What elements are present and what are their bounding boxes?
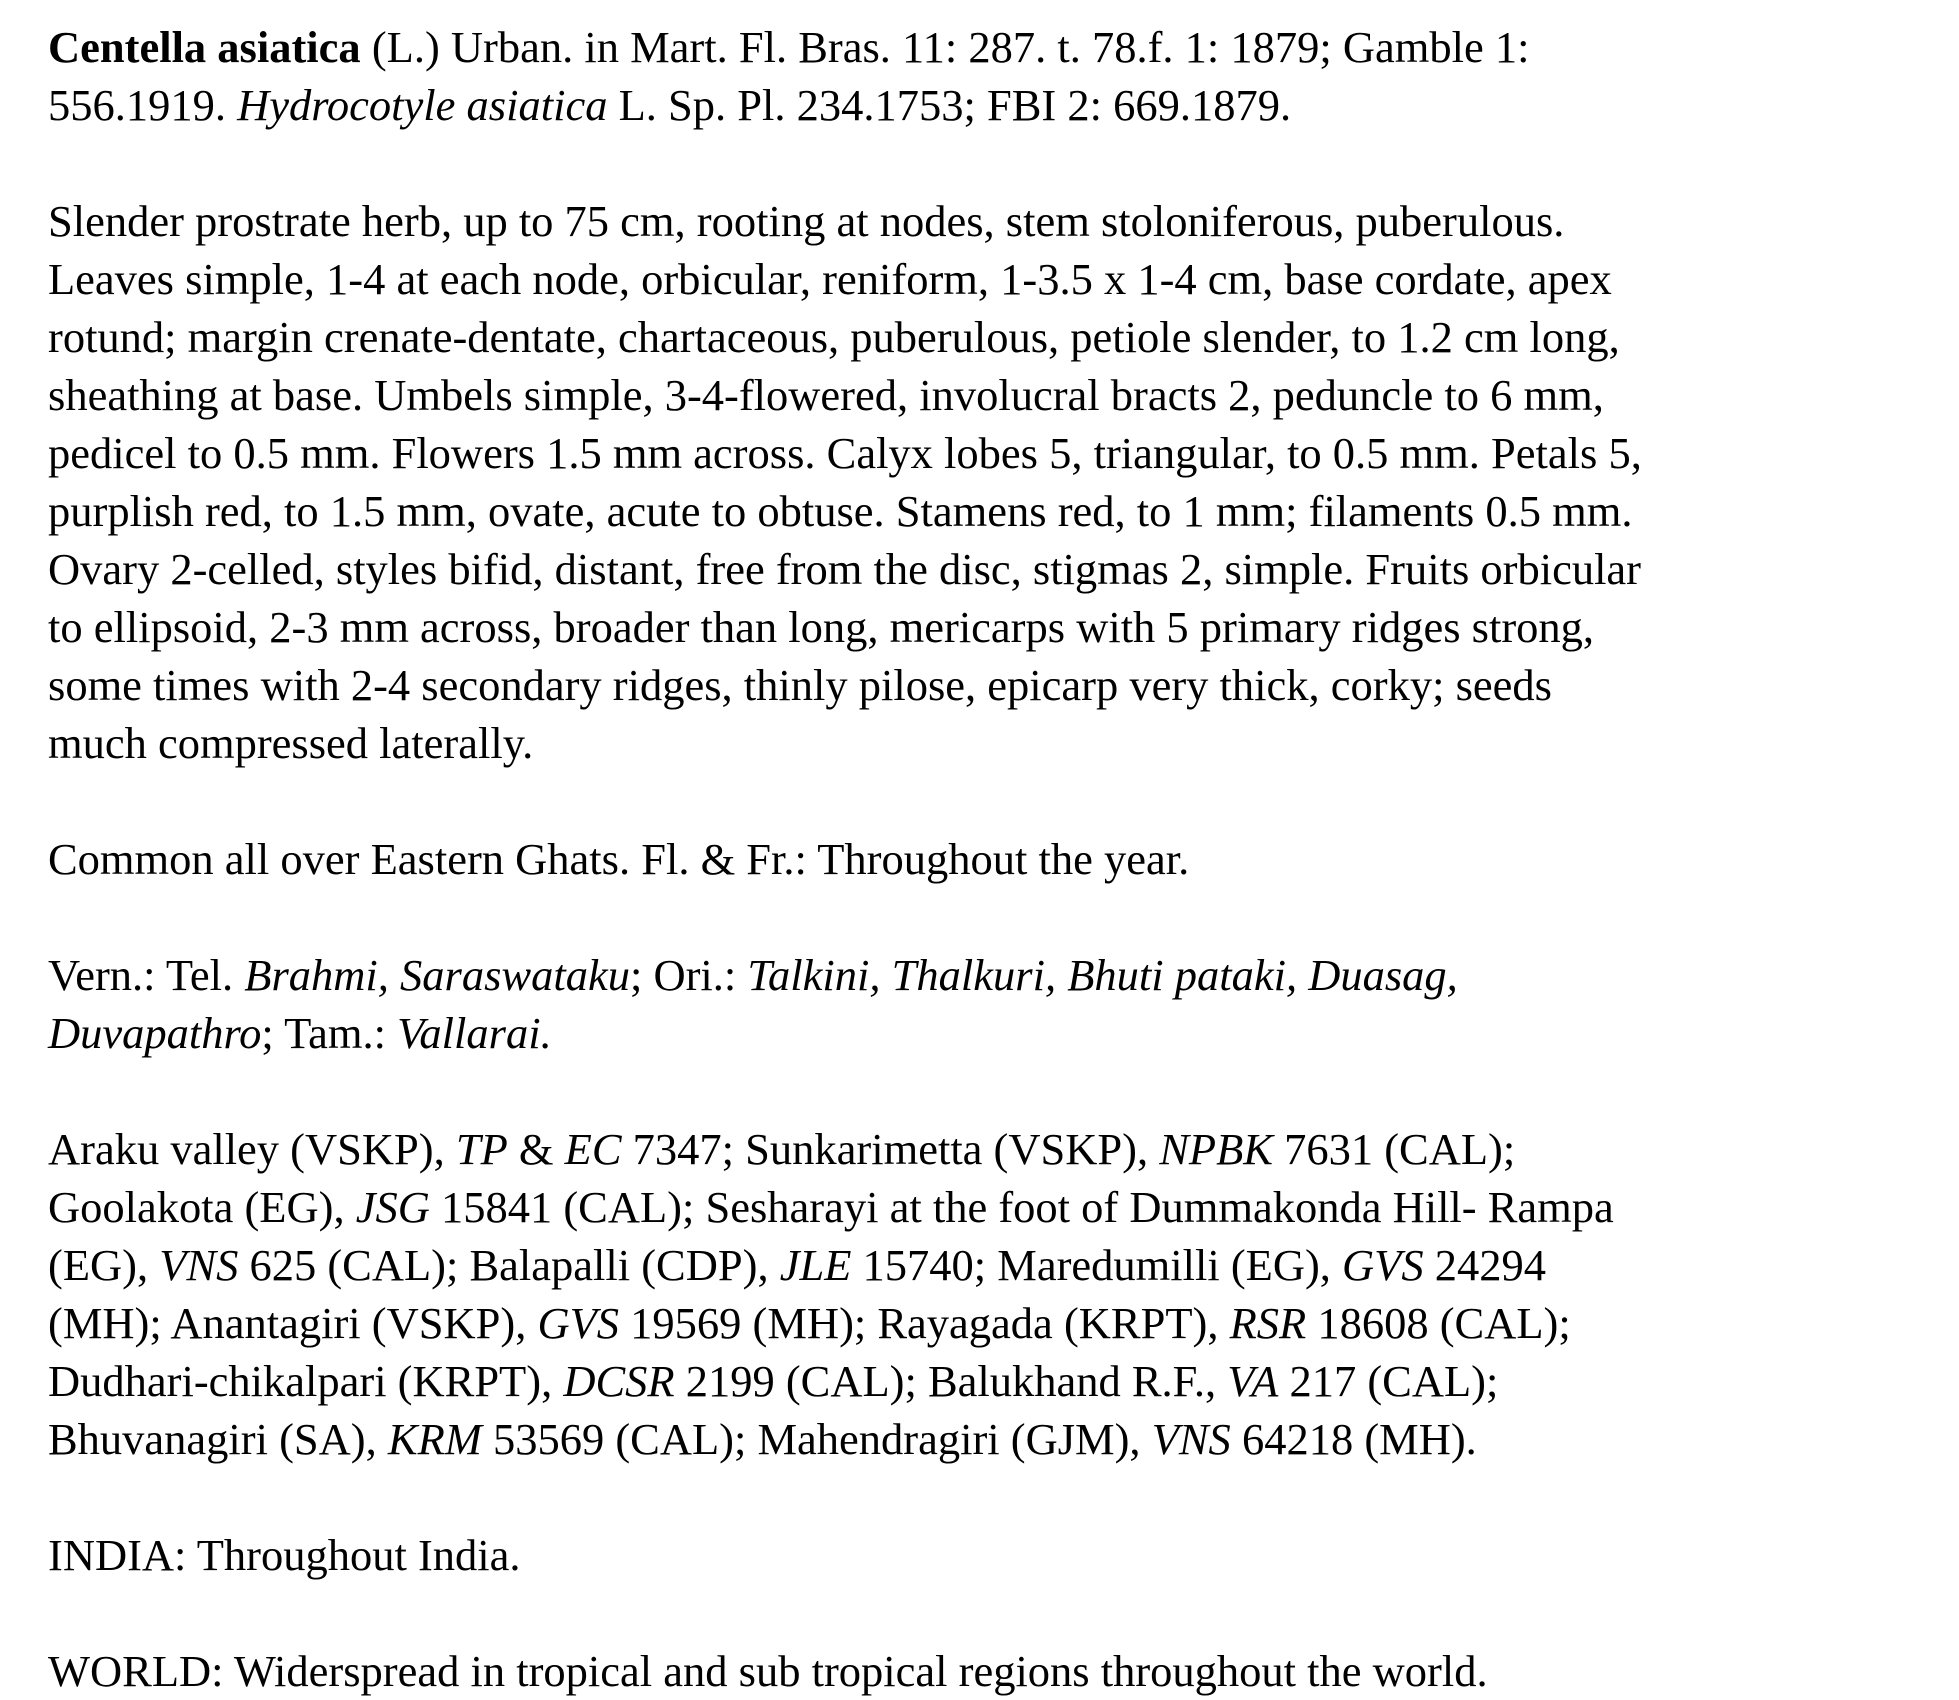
description-line: pedicel to 0.5 mm. Flowers 1.5 mm across. Calyx lobes 5, triangular, to 0.5 mm. Petals 5, <box>48 428 1642 478</box>
collector-code: TP <box>455 1124 508 1174</box>
specimen-text: 7631 (CAL); <box>1272 1124 1516 1174</box>
collector-code: NPBK <box>1159 1124 1273 1174</box>
distribution-paragraph <box>48 830 1928 888</box>
specimen-text: 217 (CAL); <box>1278 1356 1499 1406</box>
synonym-citation: L. Sp. Pl. 234.1753; FBI 2: 669.1879. <box>607 80 1292 130</box>
collector-code: JSG <box>355 1182 430 1232</box>
specimen-text: 64218 (MH). <box>1230 1414 1477 1464</box>
document-body <box>48 18 1928 1700</box>
description-line: rotund; margin crenate-dentate, chartaceous, puberulous, petiole slender, to 1.2 cm long, <box>48 312 1620 362</box>
specimen-text: 53569 (CAL); Mahendragiri (GJM), <box>481 1414 1152 1464</box>
species-name: Centella asiatica <box>48 22 361 72</box>
specimen-text: 15841 (CAL); Sesharayi at the foot of Dummakonda Hill- Rampa <box>429 1182 1614 1232</box>
description-line: to ellipsoid, 2-3 mm across, broader than long, mericarps with 5 primary ridges strong, <box>48 602 1595 652</box>
author-citation: (L.) Urban. in Mart. Fl. Bras. 11: 287. t. 78.f. 1: 1879; Gamble 1: <box>360 22 1530 72</box>
distribution-text: Common all over Eastern Ghats. Fl. & Fr.: Throughout the year. <box>48 834 1190 884</box>
collector-code: JLE <box>779 1240 852 1290</box>
tamil-names: Vallarai. <box>397 1008 552 1058</box>
collector-code: EC <box>564 1124 622 1174</box>
specimen-text: 15740; Maredumilli (EG), <box>851 1240 1343 1290</box>
citation-continued: 556.1919. <box>48 80 238 130</box>
oriya-names: Talkini, Thalkuri, Bhuti pataki, Duasag, <box>747 950 1458 1000</box>
collector-code: VA <box>1227 1356 1279 1406</box>
specimen-text: & <box>507 1124 565 1174</box>
description-line: some times with 2-4 secondary ridges, thinly pilose, epicarp very thick, corky; seeds <box>48 660 1552 710</box>
specimen-text: 19569 (MH); Rayagada (KRPT), <box>619 1298 1230 1348</box>
specimen-text: 7347; Sunkarimetta (VSKP), <box>621 1124 1160 1174</box>
collector-code: KRM <box>387 1414 482 1464</box>
specimen-text: Araku valley (VSKP), <box>48 1124 456 1174</box>
specimen-text: (EG), <box>48 1240 160 1290</box>
description-line: sheathing at base. Umbels simple, 3-4-flowered, involucral bracts 2, peduncle to 6 mm, <box>48 370 1604 420</box>
india-distribution-paragraph <box>48 1526 1928 1584</box>
vernacular-paragraph <box>48 946 1928 1062</box>
specimen-text: Goolakota (EG), <box>48 1182 356 1232</box>
specimen-text: 24294 <box>1423 1240 1546 1290</box>
india-distribution-text: INDIA: Throughout India. <box>48 1530 521 1580</box>
collector-code: RSR <box>1229 1298 1307 1348</box>
specimen-text: Dudhari-chikalpari (KRPT), <box>48 1356 564 1406</box>
collector-code: GVS <box>537 1298 620 1348</box>
specimen-text: 2199 (CAL); Balukhand R.F., <box>674 1356 1228 1406</box>
collector-code: DCSR <box>563 1356 675 1406</box>
specimen-text: 18608 (CAL); <box>1306 1298 1571 1348</box>
vernacular-label: ; Ori.: <box>629 950 748 1000</box>
telugu-names: Brahmi, Saraswataku <box>244 950 630 1000</box>
description-line: Ovary 2-celled, styles bifid, distant, free from the disc, stigmas 2, simple. Fruits orbicular <box>48 544 1642 594</box>
world-distribution-paragraph <box>48 1642 1928 1700</box>
collector-code: VNS <box>1151 1414 1231 1464</box>
specimens-paragraph <box>48 1120 1928 1468</box>
description-line: Slender prostrate herb, up to 75 cm, rooting at nodes, stem stoloniferous, puberulous. <box>48 196 1565 246</box>
description-line: much compressed laterally. <box>48 718 534 768</box>
synonym-name: Hydrocotyle asiatica <box>237 80 608 130</box>
vernacular-label: ; Tam.: <box>261 1008 398 1058</box>
description-paragraph <box>48 192 1928 772</box>
collector-code: GVS <box>1342 1240 1424 1290</box>
specimen-text: (MH); Anantagiri (VSKP), <box>48 1298 538 1348</box>
nomenclature-paragraph <box>48 18 1928 134</box>
vernacular-label: Vern.: Tel. <box>48 950 245 1000</box>
oriya-names: Duvapathro <box>48 1008 262 1058</box>
description-line: Leaves simple, 1-4 at each node, orbicular, reniform, 1-3.5 x 1-4 cm, base cordate, apex <box>48 254 1612 304</box>
collector-code: VNS <box>159 1240 239 1290</box>
world-distribution-text: WORLD: Widerspread in tropical and sub tropical regions throughout the world. <box>48 1646 1488 1696</box>
description-line: purplish red, to 1.5 mm, ovate, acute to obtuse. Stamens red, to 1 mm; filaments 0.5 mm. <box>48 486 1633 536</box>
specimen-text: 625 (CAL); Balapalli (CDP), <box>238 1240 780 1290</box>
specimen-text: Bhuvanagiri (SA), <box>48 1414 388 1464</box>
